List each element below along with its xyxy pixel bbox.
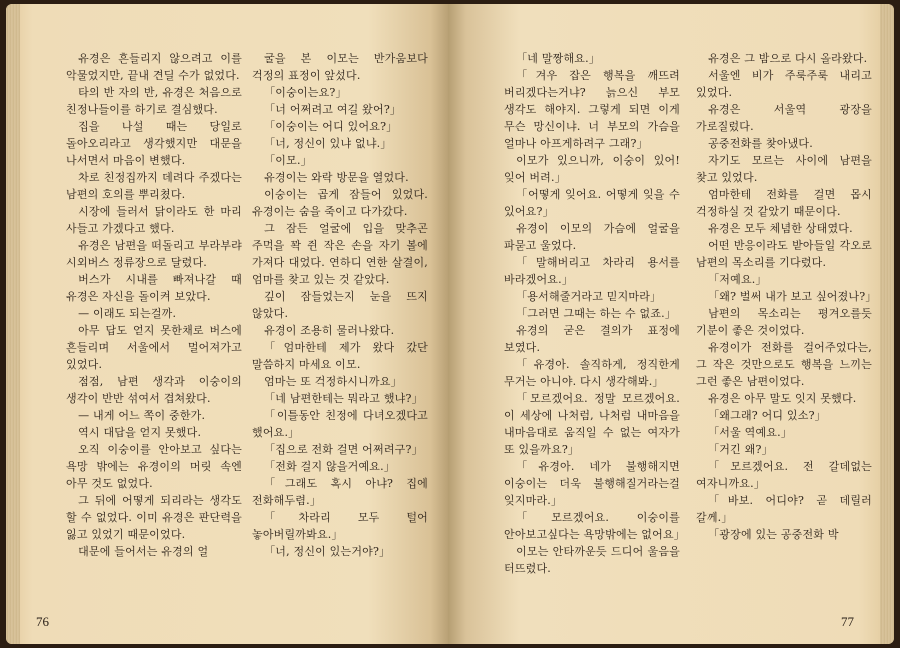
- paragraph: 「이틀동안 친정에 다녀오겠다고 했어요.」: [252, 409, 428, 439]
- paragraph: 역시 대답을 얻지 못했다.: [78, 426, 202, 439]
- paragraph: 이모가 있으니까, 이숭이 있어! 잊어 버려.」: [504, 154, 680, 184]
- paragraph: 대문에 들어서는 유경의 얼: [78, 545, 209, 558]
- paragraph: 「집으로 전화 걸면 어쩌려구?」: [264, 443, 423, 456]
- paragraph: 유경은 그 밤으로 다시 올라왔다.: [708, 52, 868, 65]
- paragraph: 「왜? 벌써 내가 보고 싶어졌나?」: [708, 290, 877, 303]
- paragraph: 타의 반 자의 반, 유경은 처음으로 친정나들이를 하기로 결심했다.: [66, 86, 242, 116]
- text-column: [252, 50, 428, 560]
- paragraph: 「이모.」: [264, 154, 312, 167]
- page-edge-left: [6, 4, 20, 644]
- paragraph: 그 뒤에 어떻게 되리라는 생각도 할 수 없었다. 이미 유경은 판단력을 잃고 있었기 때문이었다.: [66, 494, 242, 541]
- paragraph: 유경은 서울역 광장을 가로질렀다.: [696, 103, 872, 133]
- page-edge-right: [880, 4, 894, 644]
- page-number: 77: [841, 614, 854, 629]
- paragraph: 깊이 잠들었는지 눈을 뜨지 않았다.: [252, 290, 428, 320]
- paragraph: 「네 남편한테는 뭐라고 했냐?」: [264, 392, 423, 405]
- paragraph: 공중전화를 찾아냈다.: [708, 137, 813, 150]
- paragraph: 유경의 굳은 결의가 표정에 보였다.: [504, 324, 680, 354]
- paragraph: 「그러면 그때는 하는 수 없죠.」: [516, 307, 677, 320]
- paragraph: 「유경아. 네가 불행해지면 이숭이는 더욱 불행해질거라는걸 잊지마라.」: [504, 460, 680, 507]
- paragraph: 서울엔 비가 주룩주룩 내리고 있었다.: [696, 69, 872, 99]
- paragraph: 차로 친정집까지 데려다 주겠다는 남편의 호의를 뿌리쳤다.: [66, 171, 242, 201]
- page-number: 76: [36, 614, 49, 629]
- paragraph: 이숭이는 곱게 잠들어 있었다. 유경이는 숨을 죽이고 다가갔다.: [252, 188, 428, 218]
- paragraph: 「너, 정신이 있냐 없냐.」: [264, 137, 392, 150]
- paragraph: 「전화 걸지 않을거예요.」: [264, 460, 396, 473]
- paragraph: — 이래도 되는걸까.: [78, 307, 177, 320]
- paragraph: 유경이는 와락 방문을 열었다.: [264, 171, 409, 184]
- paragraph: 「광장에 있는 공중전화 박: [708, 528, 839, 541]
- paragraph: 「말해버리고 차라리 용서를 바라겠어요.」: [504, 256, 680, 286]
- paragraph: 시장에 들러서 닭이라도 한 마리 사들고 가겠다고 했다.: [66, 205, 242, 235]
- text-column: [504, 50, 685, 577]
- paragraph: 「저예요.」: [708, 273, 767, 286]
- paragraph: 유경은 흔들리지 않으려고 이를 악물었지만, 끝내 견딜 수가 없었다.: [66, 52, 242, 82]
- paragraph: 「네 말짱해요.」: [516, 52, 601, 65]
- text-column: [696, 50, 877, 543]
- paragraph: 엄마는 또 걱정하시니까요」: [264, 375, 402, 388]
- left-page: [6, 4, 448, 644]
- paragraph: 「서울 역예요.」: [708, 426, 793, 439]
- paragraph: 「거긴 왜?」: [708, 443, 773, 456]
- paragraph: 「용서해줄거라고 믿지마라」: [516, 290, 662, 303]
- paragraph: 「너, 정신이 있는거야?」: [264, 545, 391, 558]
- paragraph: 유경이가 전화를 걸어주었다는, 그 작은 것만으로도 행복을 느끼는 그런 좋은 남편이었다.: [696, 341, 872, 388]
- paragraph: 유경이 이모의 가슴에 얼굴을 파묻고 울었다.: [504, 222, 680, 252]
- paragraph: 유경은 아무 말도 잇지 못했다.: [708, 392, 857, 405]
- paragraph: 점점, 남편 생각과 이숭이의 생각이 반반 섞여서 겹쳐왔다.: [66, 375, 242, 405]
- paragraph: — 내게 어느 쪽이 중한가.: [78, 409, 206, 422]
- paragraph: 유경은 모두 체념한 상태였다.: [708, 222, 853, 235]
- paragraph: 자기도 모르는 사이에 남편을 찾고 있었다.: [696, 154, 872, 184]
- paragraph: 「바보. 어디야? 곧 데릴러 갈께.」: [696, 494, 872, 524]
- paragraph: 「유경아. 솔직하게, 정직한게 무거는 아니야. 다시 생각해봐.」: [504, 358, 680, 388]
- paragraph: 「이숭이는 어디 있어요?」: [264, 120, 398, 133]
- paragraph: 집을 나설 때는 당일로 돌아오리라고 생각했지만 대문을 나서면서 마음이 변했다.: [66, 120, 242, 167]
- paragraph: 유경은 남편을 떠돌리고 부라부랴 시외버스 정류장으로 달렸다.: [66, 239, 242, 269]
- paragraph: 「모르겠어요. 이숭이를 안아보고싶다는 욕망밖에는 없어요」: [504, 511, 685, 541]
- paragraph: 「이숭이는요?」: [264, 86, 347, 99]
- paragraph: 그 잠든 얼굴에 입을 맞추곤 주먹을 꽉 쥔 작은 손을 자기 볼에 가져다 대었다. 연하디 연한 살결이, 엄마를 찾고 있는 것 같았다.: [252, 222, 428, 286]
- paragraph: 굴을 본 이모는 반가움보다 걱정의 표정이 앞섰다.: [252, 52, 428, 82]
- open-book: [6, 4, 894, 644]
- paragraph: 오직 이숭이를 안아보고 싶다는 욕망 밖에는 유경이의 머릿 속엔 아무 것도 없었다.: [66, 443, 242, 490]
- paragraph: 유경이 조용히 물러나왔다.: [264, 324, 395, 337]
- right-page: [448, 4, 894, 644]
- paragraph: 어떤 반응이라도 받아들일 각오로 남편의 목소리를 기다렸다.: [696, 239, 872, 269]
- text-column: [66, 50, 242, 560]
- paragraph: 「왜그래? 어디 있소?」: [708, 409, 826, 422]
- paragraph: 「엄마한테 제가 왔다 갔단 말씀하지 마세요 이모.: [252, 341, 428, 371]
- paragraph: 「차라리 모두 털어 놓아버릴까봐요.」: [252, 511, 428, 541]
- paragraph: 「어떻게 잊어요. 어떻게 잊을 수 있어요?」: [504, 188, 680, 218]
- paragraph: 「겨우 잡은 행복을 깨뜨려 버리겠다는거냐? 늙으신 부모 생각도 해야지. 그렇게 되면 이게 무슨 망신이냐. 너 부모의 가슴을 얼마나 아프게하려구 그래?」: [504, 69, 680, 150]
- paragraph: 「너 어쩌려고 여길 왔어?」: [264, 103, 402, 116]
- paragraph: 이모는 안타까운듯 드디어 울음을 터뜨렸다.: [504, 545, 680, 575]
- paragraph: 버스가 시내를 빠져나갈 때 유경은 자신을 돌이켜 보았다.: [66, 273, 242, 303]
- paragraph: 「그래도 혹시 아냐? 집에 전화해두렴.」: [252, 477, 428, 507]
- paragraph: 아무 답도 얻지 못한채로 버스에 흔들리며 서울에서 멀어져가고 있었다.: [66, 324, 242, 371]
- paragraph: 엄마한테 전화를 걸면 몹시 걱정하실 것 같았기 때문이다.: [696, 188, 872, 218]
- paragraph: 「모르겠어요. 정말 모르겠어요. 이 세상에 나처럼, 나처럼 내마음을 내마음대로 움직일 수 없는 여자가 또 있을까요?」: [504, 392, 680, 456]
- paragraph: 남편의 목소리는 평겨오를듯 기분이 좋은 것이었다.: [696, 307, 872, 337]
- paragraph: 「모르겠어요. 전 갈데없는 여자니까요.」: [696, 460, 872, 490]
